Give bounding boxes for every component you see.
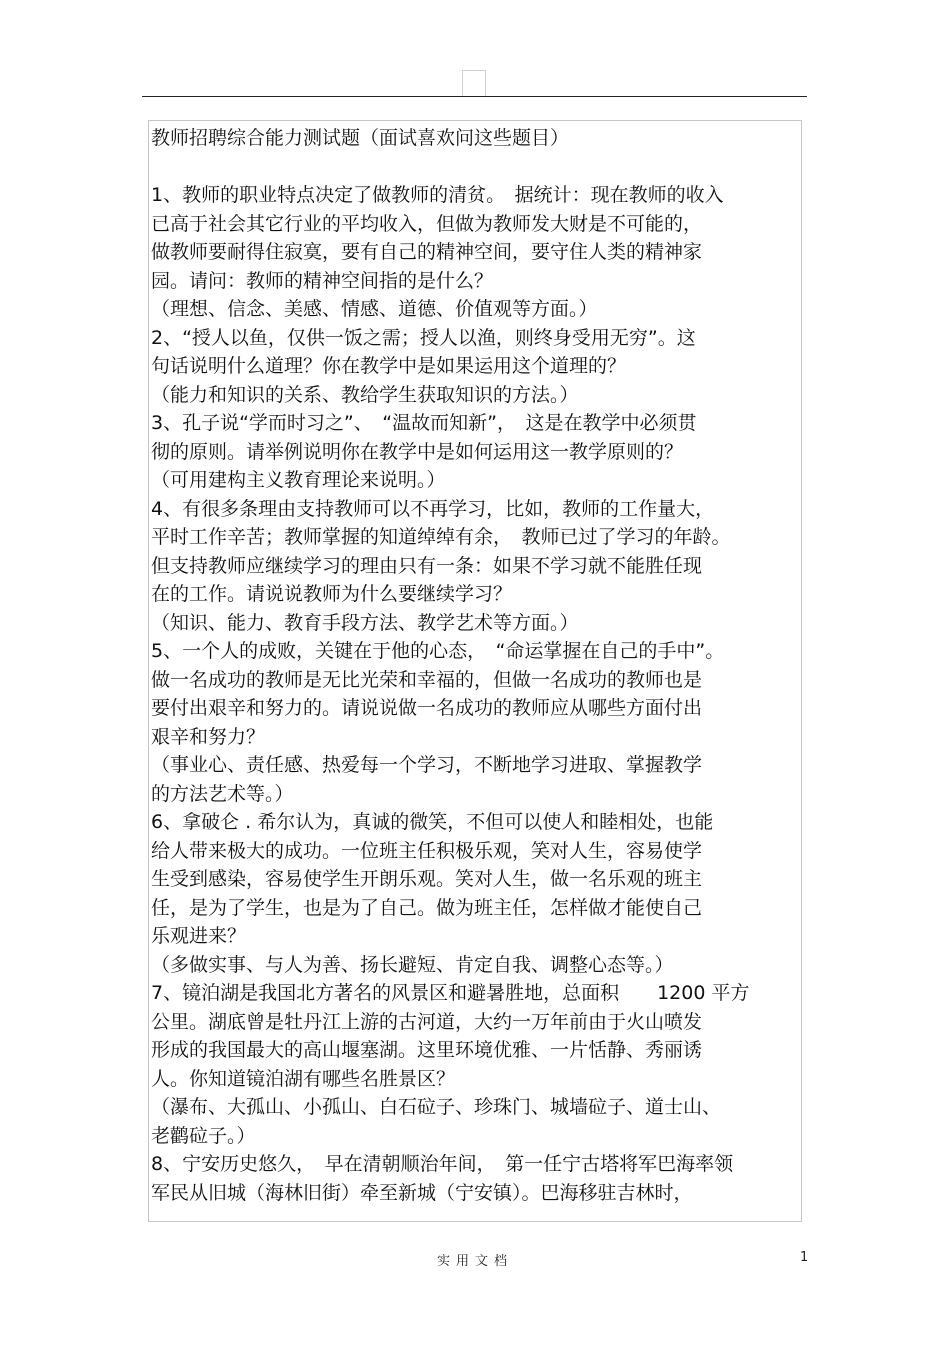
text-line: （理想、信念、美感、情感、道德、价值观等方面。）	[151, 298, 598, 320]
text-line: 人。你知道镜泊湖有哪些名胜景区？	[151, 1067, 456, 1090]
text-line: 要付出艰辛和努力的。请说说做一名成功的教师应从哪些方面付出	[151, 697, 703, 719]
text-line: 1、教师的职业特点决定了做教师的清贫。 据统计：现在教师的收入	[151, 184, 724, 206]
text-line: 8、宁安历史悠久， 早在清朝顺治年间， 第一任宁古塔将军巴海率领	[151, 1153, 734, 1175]
document-title: 教师招聘综合能力测试题（面试喜欢问这些题目）	[151, 127, 570, 149]
text-line: （多做实事、与人为善、扬长避短、肯定自我、调整心态等。）	[151, 953, 674, 976]
text-line: （可用建构主义教育理论来说明。）	[151, 469, 446, 491]
blank-line	[151, 153, 749, 182]
text-line: 园。请问：教师的精神空间指的是什么？	[151, 269, 494, 292]
text-line: 5、一个人的成败，关键在于他的心态， “命运掌握在自己的手中”。	[151, 640, 725, 662]
text-line: 乐观进来？	[151, 925, 247, 947]
text-line: （能力和知识的关系、教给学生获取知识的方法。）	[151, 383, 579, 406]
text-line: 老鹳砬子。）	[151, 1124, 256, 1147]
text-line: 彻的原则。请举例说明你在教学中是如何运用这一教学原则的？	[151, 440, 684, 463]
text-line: 3、孔子说“学而时习之”、 “温故而知新”， 这是在教学中必须贯	[151, 412, 697, 434]
header-mark	[462, 70, 486, 96]
page-number: 1	[800, 1250, 809, 1265]
content-box	[148, 120, 802, 1222]
body-lines	[151, 181, 749, 1207]
document-body	[151, 124, 749, 1207]
text-line: 任，是为了学生，也是为了自己。做为班主任，怎样做才能使自己	[151, 896, 703, 919]
text-line: 做教师要耐得住寂寞，要有自己的精神空间，要守住人类的精神家	[151, 241, 703, 263]
text-line: （瀑布、大孤山、小孤山、白石砬子、珍珠门、城墙砬子、道士山、	[151, 1096, 722, 1118]
text-line: （事业心、责任感、热爱每一个学习，不断地学习进取、掌握教学	[151, 754, 703, 776]
text-line: 平时工作辛苦；教师掌握的知道绰绰有余， 教师已过了学习的年龄。	[151, 526, 731, 548]
text-line: 句话说明什么道理？你在教学中是如果运用这个道理的？	[151, 355, 627, 377]
text-line: 做一名成功的教师是无比光荣和幸福的，但做一名成功的教师也是	[151, 668, 703, 691]
header-rule	[142, 96, 807, 97]
text-line: 已高于社会其它行业的平均收入，但做为教师发大财是不可能的，	[151, 212, 703, 235]
text-line: 艰辛和努力？	[151, 725, 266, 748]
text-line: 2、“授人以鱼，仅供一饭之需；授人以渔，则终身受用无穷”。这	[151, 326, 696, 349]
text-line: 7、镜泊湖是我国北方著名的风景区和避暑胜地，总面积 1200 平方	[151, 982, 750, 1004]
text-line: 形成的我国最大的高山堰塞湖。这里环境优雅、一片恬静、秀丽诱	[151, 1039, 703, 1061]
footer-text: 实用文档	[436, 1254, 513, 1269]
text-line: 6、拿破仑 . 希尔认为，真诚的微笑，不但可以使人和睦相处，也能	[151, 811, 714, 833]
text-line: 给人带来极大的成功。一位班主任积极乐观，笑对人生，容易使学	[151, 839, 703, 862]
text-line: （知识、能力、教育手段方法、教学艺术等方面。）	[151, 611, 579, 634]
text-line: 但支持教师应继续学习的理由只有一条：如果不学习就不能胜任现	[151, 554, 703, 577]
text-line: 的方法艺术等。）	[151, 782, 294, 805]
text-line: 生受到感染，容易使学生开朗乐观。笑对人生，做一名乐观的班主	[151, 868, 703, 890]
text-line: 4、有很多条理由支持教师可以不再学习，比如，教师的工作量大，	[151, 497, 715, 520]
text-line: 在的工作。请说说教师为什么要继续学习？	[151, 583, 513, 605]
text-line: 军民从旧城（海林旧街）牵至新城（宁安镇）。巴海移驻吉林时，	[151, 1181, 693, 1204]
text-line: 公里。湖底曾是牡丹江上游的古河道，大约一万年前由于火山喷发	[151, 1010, 703, 1033]
